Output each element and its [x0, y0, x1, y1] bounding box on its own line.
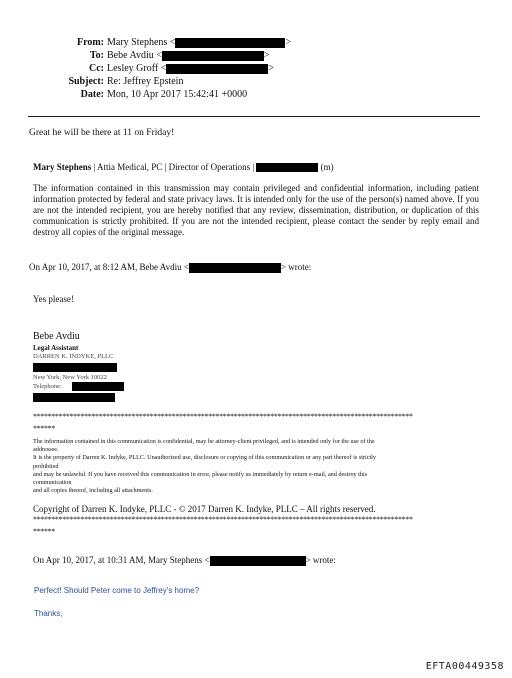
redaction-bar	[256, 163, 318, 172]
quote2-thanks: Thanks,	[34, 609, 63, 618]
quote1-body: Yes please!	[33, 294, 74, 304]
disclaimer-line: addressee.	[33, 446, 59, 454]
disclaimer-line: prohibited	[33, 462, 59, 470]
quote2-intro: On Apr 10, 2017, at 10:31 AM, Mary Stephens <	[33, 555, 210, 565]
stars-divider: ********************************************************************************************************	[33, 515, 413, 524]
confidentiality-notice: The information contained in this transmission may contain privileged and confidential information, including patient information protected by federal and state privacy laws. It is intended only for the use of the person(s) named above. If you are not the intended recipient, you are hereby notified that any review, dissemination, distribution, or duplication of this communication is strictly prohibited. If you are not the intended recipient, please contact the sender by reply email and destroy all copies of the original message.	[33, 183, 479, 237]
subject-row	[0, 75, 183, 88]
from-row: From: Mary Stephens < >	[0, 36, 291, 49]
to-row: To: Bebe Avdiu < >	[0, 49, 270, 62]
stars-short: ******	[33, 424, 55, 433]
quote2-wrote: > wrote:	[305, 555, 336, 565]
redaction-bar	[33, 393, 115, 402]
quote1-wrote: > wrote:	[280, 262, 312, 272]
sig2-telephone: Telephone:	[33, 383, 62, 390]
redaction-bar	[72, 382, 124, 391]
disclaimer-line: It is the property of Darren K. Indyke, PLLC. Unauthorized use, disclosure or copying of this communication or any part thereof is strictly	[33, 454, 376, 462]
signature-name: Mary Stephens	[33, 162, 92, 172]
to-label: To:	[89, 50, 104, 61]
stars-divider: ********************************************************************************************************	[33, 412, 413, 421]
redaction-bar	[175, 38, 285, 48]
sig2-title: Legal Assistant	[33, 344, 79, 352]
subject-label: Subject:	[68, 76, 104, 87]
signature-mobile: (m)	[320, 162, 334, 172]
quote1-header	[29, 262, 311, 273]
subject-value: Re: Jeffrey Epstein	[107, 76, 184, 87]
signature-details: | Attia Medical, PC | Director of Operations |	[93, 162, 255, 172]
disclaimer-line: communication	[33, 479, 72, 487]
sig2-name: Bebe Avdiu	[33, 331, 80, 342]
header-divider	[28, 116, 480, 117]
redaction-bar	[33, 363, 117, 372]
message-body: Great he will be there at 11 on Friday!	[29, 128, 175, 138]
redaction-bar	[189, 263, 281, 273]
sig2-telephone-label	[33, 383, 62, 391]
sig2-firm: DARREN K. INDYKE, PLLC	[33, 353, 114, 360]
stars-short: ******	[33, 527, 55, 536]
date-value: Mon, 10 Apr 2017 15:42:41 +0000	[107, 89, 248, 100]
signature-line	[33, 162, 334, 173]
quote2-body: Perfect! Should Peter come to Jeffrey's home?	[34, 586, 200, 595]
cc-row: Cc: Lesley Groff < >	[0, 62, 274, 75]
disclaimer-line: The information contained in this communication is confidential, may be attorney-client privileged, and is intended only for the use of the	[33, 438, 375, 445]
quote1-intro: On Apr 10, 2017, at 8:12 AM, Bebe Avdiu <	[29, 262, 189, 272]
document-id: EFTA00449358	[425, 661, 504, 672]
date-label: Date:	[80, 89, 104, 100]
copyright-line: Copyright of Darren K. Indyke, PLLC - © 2017 Darren K. Indyke, PLLC – All rights reserved.	[33, 504, 376, 514]
redaction-bar	[162, 51, 264, 61]
to-value: Bebe Avdiu	[107, 50, 154, 61]
date-row	[0, 88, 247, 101]
cc-value: Lesley Groff	[107, 63, 159, 74]
disclaimer-text	[33, 438, 473, 495]
from-label: From:	[76, 37, 104, 48]
redaction-bar	[210, 556, 306, 566]
cc-label: Cc:	[89, 63, 104, 74]
from-value: Mary Stephens	[107, 37, 168, 48]
disclaimer-line: and all copies thereof, including all attachments.	[33, 487, 153, 495]
quote2-header	[33, 555, 336, 566]
disclaimer-line: and may be unlawful. If you have received this communication in error, please notify us immediately by return e-mail, and destroy this	[33, 470, 368, 478]
redaction-bar	[166, 64, 268, 74]
sig2-city: New York, New York 10022	[33, 374, 107, 381]
